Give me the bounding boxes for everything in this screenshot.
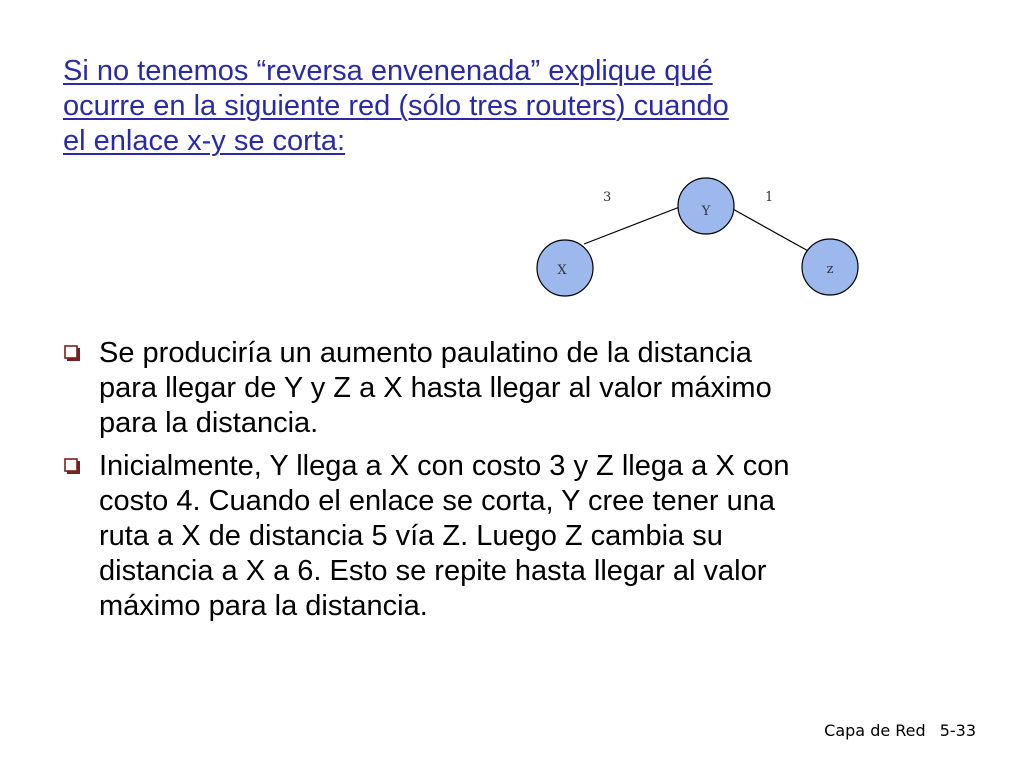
edge-x-y: [584, 203, 690, 244]
bullet-list: [62, 336, 997, 632]
bullet-line: Inicialmente, Y llega a X con costo 3 y Z llega a X con: [99, 450, 790, 482]
node-z: [802, 239, 858, 295]
node-z-label: z: [826, 262, 834, 277]
slide-title-line: el enlace x-y se corta:: [63, 125, 346, 157]
bullet-item: [62, 336, 997, 441]
bullet-text: [99, 449, 997, 624]
footer-chapter: Capa de Red: [824, 721, 926, 740]
node-x-label: X: [557, 263, 567, 278]
network-diagram: [0, 0, 1024, 330]
slide-title-line: ocurre en la siguiente red (sólo tres routers) cuando: [63, 90, 729, 122]
bullet-text: [99, 336, 997, 441]
square-bullet-icon: [64, 345, 81, 362]
bullet-line: ruta a X de distancia 5 vía Z. Luego Z cambia su: [99, 520, 723, 552]
bullet-item: [62, 449, 997, 624]
edge-y-z: [722, 203, 810, 252]
edge-y-z-cost: 1: [765, 190, 774, 205]
bullet-line: Se produciría un aumento paulatino de la distancia: [99, 337, 752, 369]
slide-footer: [824, 721, 976, 740]
bullet-line: distancia a X a 6. Esto se repite hasta llegar al valor: [99, 555, 767, 587]
square-bullet-icon: [64, 458, 81, 475]
edge-x-y-cost: 3: [603, 190, 612, 205]
slide-title-line: Si no tenemos “reversa envenenada” explique qué: [63, 55, 713, 87]
node-y: [678, 178, 734, 234]
page-number: 5-33: [939, 721, 976, 740]
bullet-line: para llegar de Y y Z a X hasta llegar al valor máximo: [99, 372, 772, 404]
node-y-label: Y: [701, 204, 711, 219]
bullet-line: máximo para la distancia.: [99, 590, 428, 622]
bullet-line: costo 4. Cuando el enlace se corta, Y cree tener una: [99, 485, 776, 517]
bullet-line: para la distancia.: [99, 407, 319, 439]
node-x: [537, 240, 593, 296]
